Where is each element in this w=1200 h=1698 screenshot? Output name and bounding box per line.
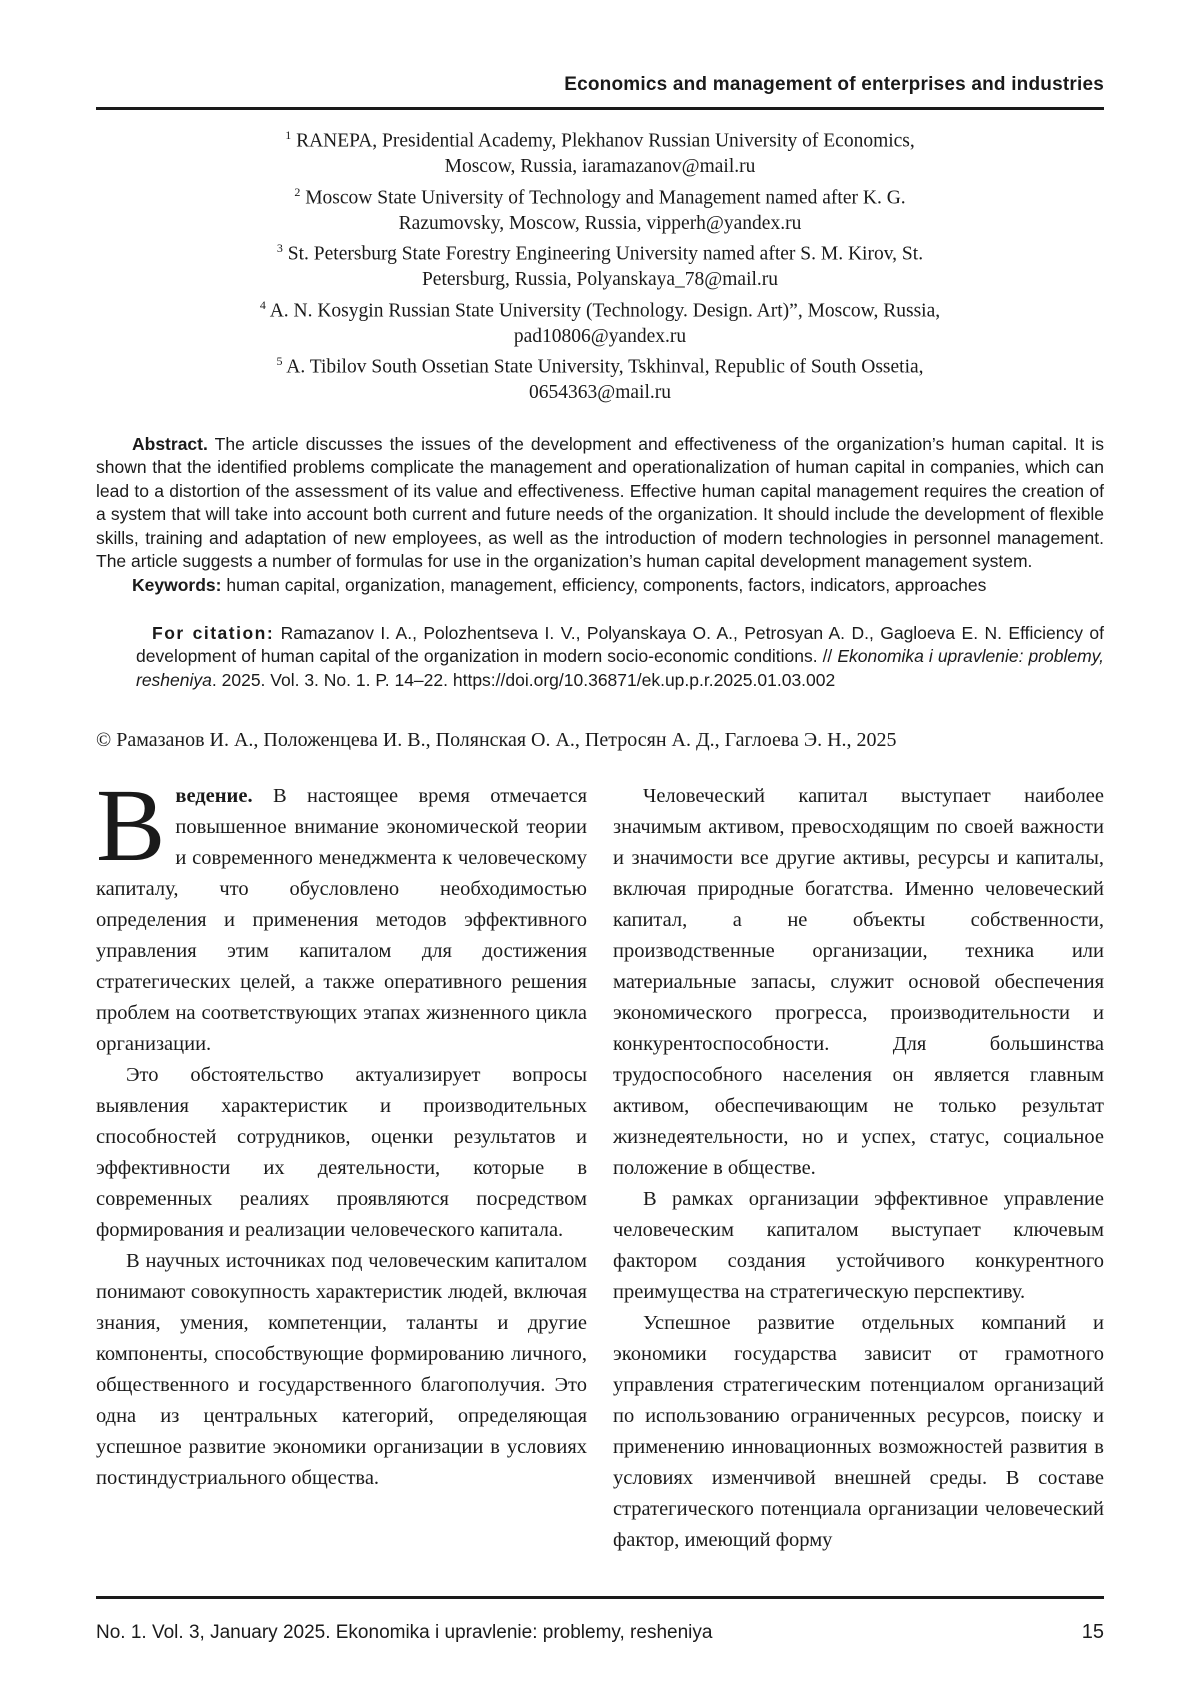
footer-issue-info: No. 1. Vol. 3, January 2025. Ekonomika i upravlenie: problemy, resheniya <box>96 1622 713 1643</box>
abstract-paragraph <box>96 433 1104 575</box>
affiliation-text: A. Tibilov South Ossetian State University, Tskhinval, Republic of South Ossetia, 0654363@mail.ru <box>282 356 924 403</box>
affiliation-number: 2 <box>294 184 301 199</box>
affiliation-text: RANEPA, Presidential Academy, Plekhanov Russian University of Economics, Moscow, Russia, iaramazanov@mail.ru <box>291 130 915 177</box>
affiliation-number: 3 <box>276 241 283 255</box>
for-citation-block <box>136 622 1104 693</box>
affiliation-text: Moscow State University of Technology and Management named after K. G. Razumovsky, Moscow, Russia, vipperh@yandex.ru <box>300 187 906 234</box>
body-paragraph: Это обстоятельство актуализирует вопросы выявления характеристик и производительных способностей сотрудников, оценки результатов и эффективности их деятельности, которые в современных реалиях проявляются посредством формирования и реализации человеческого капитала. <box>96 1064 587 1242</box>
header-rule <box>96 107 1104 110</box>
body-paragraph: В научных источниках под человеческим капиталом понимают совокупность характеристик людей, включая знания, умения, компетенции, таланты и другие компоненты, способствующие формированию личного, общественного и государственного благополучия. Это одна из центральных категорий, определяющая успешное развитие экономики организации в условиях постиндустриального общества. <box>96 1250 587 1490</box>
affiliation-item <box>250 349 950 406</box>
citation-journal-italic: Ekonomika i upravlenie: problemy, resheniya <box>136 646 1104 690</box>
affiliations-block <box>250 123 950 406</box>
abstract-keywords-block <box>96 433 1104 598</box>
left-column <box>96 768 587 1556</box>
affiliation-number: 4 <box>259 297 266 312</box>
abstract-text: The article discusses the issues of the development and effectiveness of the organization’s human capital. It is shown that the identified problems complicate the management and operationalization of human capital in companies, which can lead to a distortion of the assessment of its value and effectiveness. Effective human capital management requires the creation of a system that will take into account both current and future needs of the organization. It should include the development of flexible skills, training and adaptation of new employees, as well as the introduction of modern technologies in personnel management. The article suggests a number of formulas for use in the organization’s human capital development management system. <box>96 433 1104 572</box>
affiliation-item <box>250 293 950 350</box>
footer-row <box>96 1621 1104 1644</box>
citation-text-end: . 2025. Vol. 3. No. 1. P. 14–22. https://doi.org/10.36871/ek.up.p.r.2025.01.03.002 <box>211 669 836 690</box>
citation-text-start: Ramazanov I. A., Polozhentseva I. V., Polyanskaya O. A., Petrosyan A. D., Gagloeva E. N. Efficiency of development of human capital of the organization in modern socio-economic conditions. // <box>136 622 1104 667</box>
intro-text: В настоящее время отмечается повышенное внимание экономической теории и современного менеджмента к человеческому капиталу, что обусловлено необходимостью определения и применения методов эффективного управления этим капиталом для достижения стратегических целей, а также оперативного решения проблем на соответствующих этапах жизненного цикла организации. <box>96 785 587 1056</box>
affiliation-item <box>250 180 950 237</box>
copyright-line: © Рамазанов И. А., Положенцева И. В., Полянская О. А., Петросян А. Д., Гаглоева Э. Н., 2025 <box>96 729 897 752</box>
abstract-label: Abstract. <box>132 433 208 454</box>
affiliation-item <box>250 236 950 293</box>
intro-lead-word: ведение. <box>175 785 253 808</box>
keywords-label: Keywords: <box>132 575 222 596</box>
affiliation-number: 1 <box>285 128 292 142</box>
intro-paragraph <box>96 768 587 1060</box>
right-column <box>613 781 1104 1556</box>
page-footer <box>96 1596 1104 1644</box>
body-paragraph: В рамках организации эффективное управление человеческим капиталом выступает ключевым фактором создания устойчивого конкурентного преимущества на стратегическую перспективу. <box>613 1188 1104 1304</box>
footer-rule <box>96 1596 1104 1599</box>
affiliation-number: 5 <box>276 354 283 368</box>
body-paragraph: Успешное развитие отдельных компаний и экономики государства зависит от грамотного управления стратегическим потенциалом организаций по использованию ограниченных ресурсов, поиску и применению инновационных возможностей развития в условиях изменчивой внешней среды. В составе стратегического потенциала организации человеческий фактор, имеющий форму <box>613 1312 1104 1552</box>
page-number: 15 <box>1081 1621 1104 1643</box>
affiliation-text: St. Petersburg State Forestry Engineering University named after S. M. Kirov, St. Petersburg, Russia, Polyanskaya_78@mail.ru <box>282 243 924 290</box>
running-head-title: Economics and management of enterprises and industries <box>564 74 1104 95</box>
affiliation-item <box>250 123 950 180</box>
keywords-paragraph <box>96 574 1104 598</box>
article-body <box>96 768 1104 1556</box>
affiliation-text: A. N. Kosygin Russian State University (Technology. Design. Art)”, Moscow, Russia, pad10806@yandex.ru <box>265 300 941 347</box>
body-paragraph: Человеческий капитал выступает наиболее значимым активом, превосходящим по своей важности и значимости все другие активы, ресурсы и капиталы, включая природные богатства. Именно человеческий капитал, а не объекты собственности, производственные организации, техника или материальные запасы, служит основой обеспечения экономического прогресса, производительности и конкурентоспособности. Для большинства трудоспособного населения он является главным активом, обеспечивающим не только результат жизнедеятельности, но и успех, статус, социальное положение в обществе. <box>613 785 1104 1180</box>
dropcap-letter: В <box>96 768 166 884</box>
keywords-text: human capital, organization, management, efficiency, components, factors, indicators, approaches <box>221 575 987 596</box>
citation-label: For citation: <box>152 622 275 643</box>
